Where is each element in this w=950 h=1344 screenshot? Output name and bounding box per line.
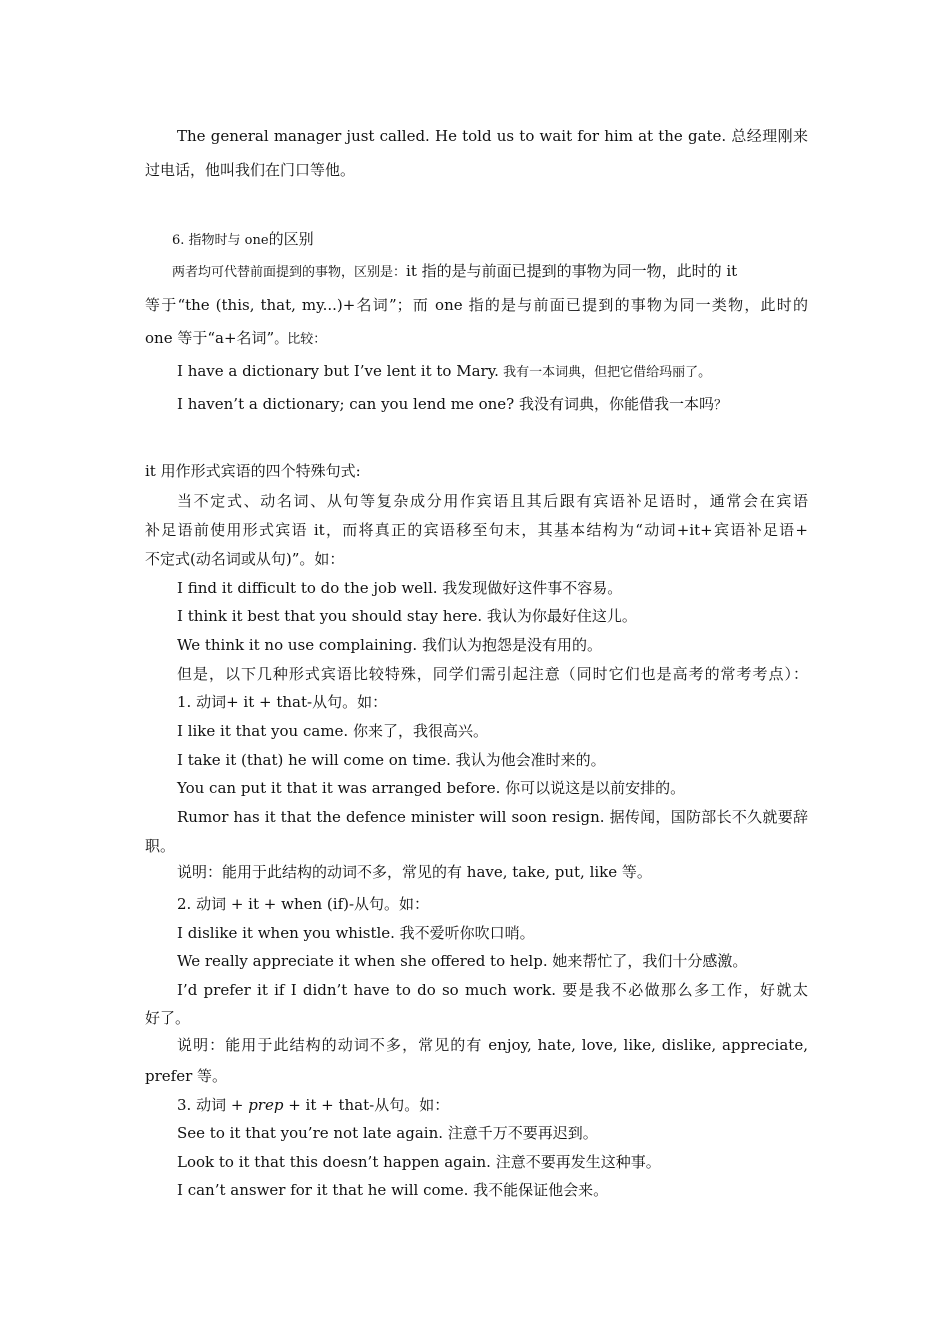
small-text: ？ [713, 398, 727, 413]
note-line [145, 1062, 808, 1090]
pattern-heading: 1. 动词+ it + that-从句。如： [177, 693, 388, 711]
note-line [177, 858, 808, 886]
note-text: 说明：能用于此结构的动词不多，常见的有 [177, 863, 463, 881]
paragraph-line: 等于“the (this, that, my...)+名词”；而 one 指的是与前面已提到的事物为同一类物，此时的 [145, 296, 808, 314]
text: I have a dictionary but I’ve lent it to Mary. [177, 362, 499, 380]
example-line: I like it that you came. 你来了，我很高兴。 [177, 722, 488, 740]
note-text: 说明：能用于此结构的动词不多，常见的有 [177, 1036, 483, 1054]
example-line: 好了。 [145, 1009, 191, 1027]
paragraph-line [145, 324, 808, 354]
heading-text: + it + that-从句。如： [283, 1096, 450, 1114]
paragraph-line: 不定式(动名词或从句)”。如： [145, 550, 345, 568]
paragraph-line: 过电话，他叫我们在门口等他。 [145, 161, 356, 179]
example-line: I find it difficult to do the job well. 我发现做好这件事不容易。 [177, 579, 623, 597]
small-text: 两者均可代替前面提到的事物，区别是： [172, 265, 407, 280]
pattern-heading [177, 1091, 808, 1119]
text: it 指的是与前面已提到的事物为同一物，此时的 it [406, 262, 738, 280]
heading-prep: prep [248, 1096, 284, 1114]
example-line: I dislike it when you whistle. 我不爱听你吹口哨。 [177, 924, 535, 942]
heading-small-text: 6. 指物时与 one [172, 233, 269, 248]
note-line [177, 1031, 808, 1059]
small-text: 我有一本词典，但把它借给玛丽了。 [498, 365, 712, 380]
paragraph-line: 当不定式、动名词、从句等复杂成分用作宾语且其后跟有宾语补足语时，通常会在宾语 [177, 492, 808, 510]
note-verbs: enjoy, hate, love, like, dislike, appreciate, [482, 1036, 808, 1054]
note-verbs: prefer [145, 1067, 198, 1085]
example-line: See to it that you’re not late again. 注意千万不要再迟到。 [177, 1124, 598, 1142]
pattern-heading: 2. 动词 + it + when (if)-从句。如： [177, 895, 430, 913]
heading-text: 3. 动词 + [177, 1096, 249, 1114]
example-line [177, 357, 808, 387]
text: I haven’t a dictionary; can you lend me one? 我没有词典，你能借我一本吗 [177, 395, 714, 413]
note-verbs: have, take, put, like [462, 863, 622, 881]
example-line: I take it (that) he will come on time. 我认为他会准时来的。 [177, 751, 606, 769]
example-line: Look to it that this doesn’t happen again. 注意不要再发生这种事。 [177, 1153, 661, 1171]
example-line: You can put it that it was arranged before. 你可以说这是以前安排的。 [177, 779, 686, 797]
example-line: We really appreciate it when she offered to help. 她来帮忙了，我们十分感激。 [177, 952, 748, 970]
paragraph-line: 但是，以下几种形式宾语比较特殊，同学们需引起注意（同时它们也是高考的常考考点）： [177, 665, 808, 683]
note-text: 等。 [621, 863, 652, 881]
example-line: I’d prefer it if I didn’t have to do so much work. 要是我不必做那么多工作，好就太 [177, 981, 808, 999]
example-line: I think it best that you should stay here. 我认为你最好住这儿。 [177, 607, 637, 625]
example-line [177, 390, 808, 420]
paragraph-line: The general manager just called. He told us to wait for him at the gate. 总经理刚来 [177, 127, 808, 145]
heading-rest-text: 的区别 [268, 230, 314, 248]
example-line: Rumor has it that the defence minister will soon resign. 据传闻，国防部长不久就要辞 [177, 808, 808, 826]
small-text: 。比较： [274, 332, 327, 347]
section-heading [172, 225, 835, 255]
note-text: 等。 [197, 1067, 228, 1085]
example-line: I can’t answer for it that he will come. 我不能保证他会来。 [177, 1181, 609, 1199]
paragraph-line [172, 257, 808, 287]
example-line: We think it no use complaining. 我们认为抱怨是没有用的。 [177, 636, 602, 654]
paragraph-line: 补足语前使用形式宾语 it，而将真正的宾语移至句末，其基本结构为“动词+it+宾语补足语+ [145, 521, 808, 539]
section-title: it 用作形式宾语的四个特殊句式: [145, 462, 361, 480]
example-line: 职。 [145, 837, 176, 855]
text: one 等于“a+名词” [145, 329, 275, 347]
